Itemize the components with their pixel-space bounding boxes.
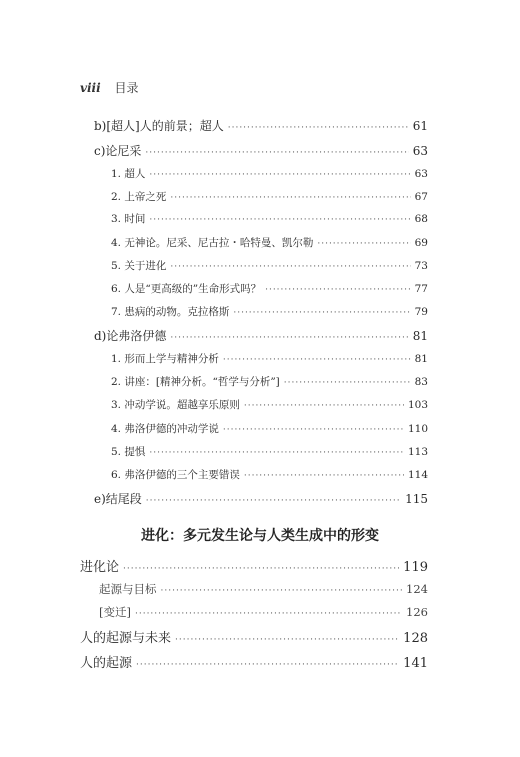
toc-entry-title: [变迁] — [99, 605, 131, 619]
toc-entry-page: 83 — [414, 376, 428, 388]
toc-entry-title: 6. 弗洛伊德的三个主要错误 — [111, 469, 240, 481]
toc-entry-page: 81 — [414, 353, 428, 365]
toc-entry-page: 61 — [412, 119, 428, 133]
toc-entry[interactable] — [111, 421, 428, 436]
toc-entry-title: 7. 患病的动物。克拉格斯 — [111, 306, 230, 318]
toc-entry-page: 115 — [405, 492, 428, 506]
dot-leader — [233, 308, 410, 318]
toc-entry-title: 1. 形而上学与精神分析 — [111, 353, 219, 365]
dot-leader — [170, 193, 410, 203]
toc-entry-title: 2. 上帝之死 — [111, 191, 167, 203]
toc-entry[interactable] — [111, 281, 428, 296]
toc-entry-title: 3. 冲动学说。超越享乐原则 — [111, 399, 240, 411]
dot-leader — [317, 239, 410, 249]
toc-entry[interactable] — [99, 604, 428, 620]
toc-entry-page: 79 — [414, 306, 428, 318]
toc-entry-title: 4. 弗洛伊德的冲动学说 — [111, 423, 219, 435]
dot-leader — [123, 564, 399, 574]
dot-leader — [135, 609, 402, 619]
toc-entry[interactable] — [111, 304, 428, 319]
toc-entry-page: 126 — [406, 605, 428, 619]
toc-entry[interactable] — [99, 581, 428, 597]
toc-entry[interactable] — [111, 467, 428, 482]
toc-entry-title: 4. 无神论。尼采、尼古拉・哈特曼、凯尔勒 — [111, 237, 314, 249]
toc-entry[interactable] — [94, 327, 428, 344]
toc-entry-page: 113 — [407, 446, 428, 458]
toc-entry[interactable] — [80, 652, 428, 671]
toc-entry-title: e)结尾段 — [94, 492, 142, 506]
toc-entry[interactable] — [94, 117, 428, 134]
header-title: 目录 — [114, 81, 139, 95]
dot-leader — [244, 401, 404, 411]
toc-entry-page: 128 — [403, 631, 428, 646]
dot-leader — [284, 378, 411, 388]
dot-leader — [161, 586, 403, 596]
dot-leader — [170, 333, 408, 343]
toc-entry-page: 114 — [407, 469, 428, 481]
toc-entry-page: 81 — [412, 329, 428, 343]
toc-entry-page: 67 — [414, 191, 428, 203]
toc-entry-page: 119 — [403, 560, 428, 575]
toc-entry-page: 69 — [414, 237, 428, 249]
toc-entry-title: 1. 超人 — [111, 168, 146, 180]
toc-entry[interactable] — [80, 627, 428, 646]
toc-entry-title: 人的起源 — [80, 656, 133, 671]
toc-entry[interactable] — [94, 142, 428, 159]
toc-entry[interactable] — [111, 374, 428, 389]
toc-entry-title: 3. 时间 — [111, 213, 146, 225]
toc-entry[interactable] — [111, 397, 428, 412]
toc-entry-page: 124 — [406, 582, 428, 596]
dot-leader — [136, 660, 399, 670]
dot-leader — [265, 285, 411, 295]
toc-entry-title: b)[超人]人的前景；超人 — [94, 119, 224, 133]
toc-entry[interactable] — [80, 556, 428, 575]
dot-leader — [170, 262, 410, 272]
dot-leader — [223, 355, 411, 365]
section-heading: 进化：多元发生论与人类生成中的形变 — [141, 528, 379, 544]
dot-leader — [244, 471, 404, 481]
toc-entry-title: 2. 讲座：[精神分析。“哲学与分析”] — [111, 376, 280, 388]
toc-entry-page: 141 — [403, 656, 428, 671]
page-number: viii — [80, 81, 101, 95]
toc-entry[interactable] — [111, 235, 428, 250]
toc-entry-title: 5. 关于进化 — [111, 260, 167, 272]
toc-entry-title: 6. 人是“更高级的”生命形式吗？ — [111, 283, 262, 295]
toc-entry-page: 63 — [414, 168, 428, 180]
toc-entry-title: 5. 提惧 — [111, 446, 146, 458]
dot-leader — [228, 123, 409, 133]
toc-entry[interactable] — [111, 166, 428, 181]
dot-leader — [149, 170, 410, 180]
toc-entry[interactable] — [94, 490, 428, 507]
toc-entry[interactable] — [111, 211, 428, 226]
toc-entry-page: 68 — [414, 213, 428, 225]
toc-entry[interactable] — [111, 189, 428, 204]
dot-leader — [146, 496, 401, 506]
toc-entry-page: 110 — [407, 423, 428, 435]
toc-entry-title: c)论尼采 — [94, 144, 142, 158]
toc-entry-title: d)论弗洛伊德 — [94, 329, 167, 343]
toc-entry[interactable] — [111, 444, 428, 459]
toc-entry-title: 起源与目标 — [99, 582, 157, 596]
toc-entry[interactable] — [111, 258, 428, 273]
toc-entry[interactable] — [111, 351, 428, 366]
toc-entry-page: 77 — [414, 283, 428, 295]
dot-leader — [149, 215, 410, 225]
toc-entry-page: 103 — [407, 399, 428, 411]
dot-leader — [149, 448, 404, 458]
toc-entry-title: 进化论 — [80, 560, 120, 575]
toc-entry-page: 63 — [412, 144, 428, 158]
dot-leader — [223, 425, 404, 435]
dot-leader — [175, 635, 399, 645]
toc-entry-page: 73 — [414, 260, 428, 272]
toc-entry-title: 人的起源与未来 — [80, 631, 172, 646]
page-header — [80, 79, 139, 96]
dot-leader — [145, 148, 408, 158]
